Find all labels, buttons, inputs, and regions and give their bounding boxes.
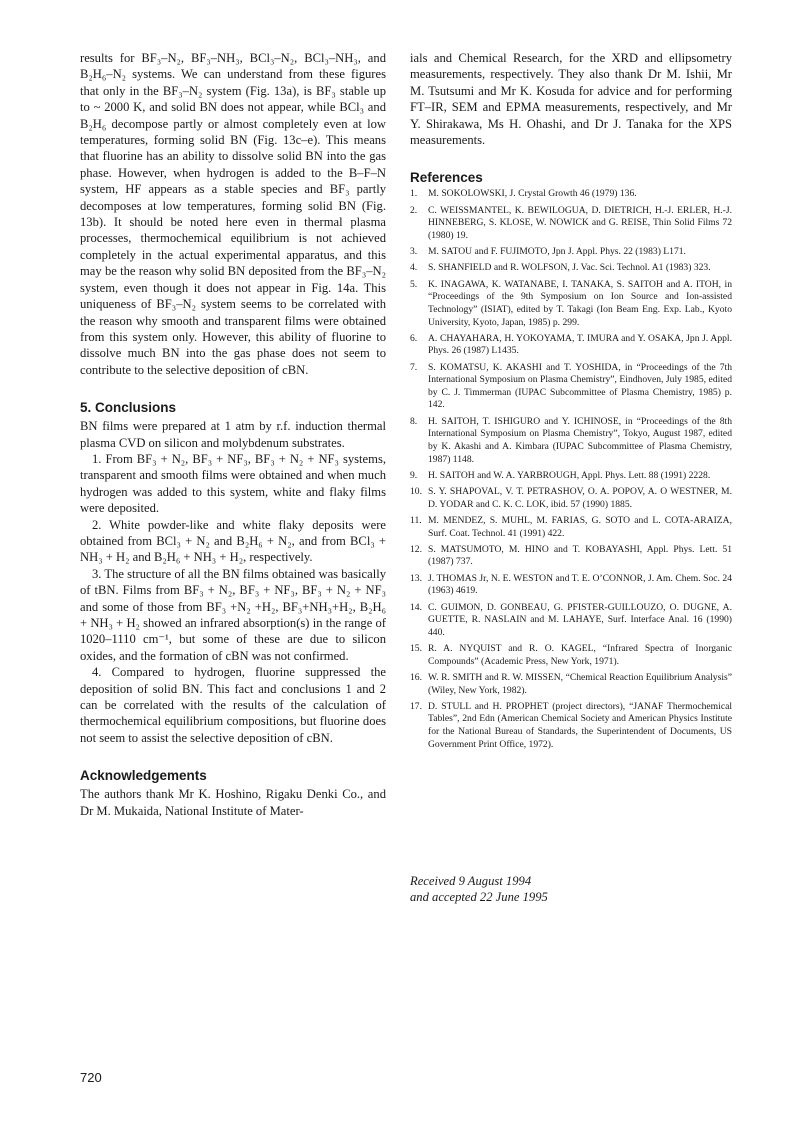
reference-text: H. SAITOH and W. A. YARBROUGH, Appl. Phys. Lett. 88 (1991) 2228. (428, 469, 711, 481)
reference-text: S. Y. SHAPOVAL, V. T. PETRASHOV, O. A. POPOV, A. O WESTNER, M. D. YODAR and C. K. C. LOK, ibid. 57 (1990) 1885. (428, 486, 732, 510)
reference-text: S. MATSUMOTO, M. HINO and T. KOBAYASHI, Appl. Phys. Lett. 51 (1987) 737. (428, 543, 732, 568)
reference-text: C. GUIMON, D. GONBEAU, G. PFISTER-GUILLOUZO, O. DUGNE, A. GUETTE, R. NASLAIN and M. LAHAYE, Surf. Interface Anal. 16 (1990) 440. (428, 601, 732, 638)
reference-text: M. SATOU and F. FUJIMOTO, Jpn J. Appl. Phys. 22 (1983) L171. (428, 246, 686, 258)
conclusion-item-3: 3. The structure of all the BN films obtained was basically of tBN. Films from BF₃ + N₂, BF₃ + NF₃, BF₃ + N₂ + NF₃ and some of those from BF₃ +N₂ +H₂, BF₃+NH₃+H₂, B₂H₆ + NH₃ + H₂ showed an infrared absorption(s) in the range of 1020–1110 cm⁻¹, but some of these are due to silicon oxides, and the formation of cBN was not confirmed. (80, 566, 386, 663)
reference-text: M. MENDEZ, S. MUHL, M. FARIAS, G. SOTO and L. COTA-ARAIZA, Surf. Coat. Technol. 41 (1991) 422. (428, 514, 732, 539)
reference-number: 12. (410, 543, 422, 555)
reference-text: H. SAITOH, T. ISHIGURO and Y. ICHINOSE, in “Proceedings of the 8th International Symposium on Plasma Chemistry”, Tokyo, August 1987, edited by K. Akashi and A. Kimbara (IUPAC Subcommittee of Plasma Chemistry, 1987) 1148. (428, 415, 732, 465)
reference-number: 10. (410, 486, 422, 498)
reference-text: S. SHANFIELD and R. WOLFSON, J. Vac. Sci. Technol. A1 (1983) 323. (428, 262, 711, 274)
reference-item (410, 470, 732, 483)
reference-item (410, 602, 732, 640)
reference-item (410, 544, 732, 569)
reference-number: 7. (410, 361, 418, 373)
reference-item (410, 205, 732, 243)
acknowledgements-heading: Acknowledgements (80, 768, 207, 784)
conclusions-intro: BN films were prepared at 1 atm by r.f. induction thermal plasma CVD on silicon and molybdenum substrates. (80, 419, 386, 450)
reference-number: 6. (410, 332, 418, 344)
acknowledgements-text-part1: The authors thank Mr K. Hoshino, Rigaku Denki Co., and Dr M. Mukaida, National Institute of Mater- (80, 787, 386, 818)
reference-item (410, 701, 732, 751)
reference-text: R. A. NYQUIST and R. O. KAGEL, “Infrared Spectra of Inorganic Compounds” (Academic Press, New York, 1971). (428, 643, 732, 667)
reference-item (410, 416, 732, 466)
conclusions-heading: 5. Conclusions (80, 400, 177, 416)
reference-item (410, 672, 732, 697)
conclusion-item-2: 2. White powder-like and white flaky deposits were obtained from BCl₃ + N₂ and B₂H₆ + N₂, and from BCl₃ + NH₃ + H₂ and B₂H₆ + NH₃ + H₂, respectively. (80, 517, 386, 565)
conclusion-item-1: 1. From BF₃ + N₂, BF₃ + NF₃, BF₃ + N₂ + NF₃ systems, transparent and smooth films were obtained and when much hydrogen was added to this system, white and flaky films were deposited. (80, 451, 386, 516)
reference-number: 1. (410, 188, 418, 200)
reference-number: 4. (410, 262, 418, 274)
reference-text: M. SOKOLOWSKI, J. Crystal Growth 46 (1979) 136. (428, 188, 637, 200)
reference-item (410, 362, 732, 412)
received-dates (410, 873, 548, 906)
reference-number: 9. (410, 469, 418, 481)
reference-text: S. KOMATSU, K. AKASHI and T. YOSHIDA, in “Proceedings of the 7th International Symposium on Plasma Chemistry”, Eindhoven, July 1985, edited by C. J. Timmerman (IUPAC Subcommittee of Plasma Chemistry, 1985) p. 142. (428, 361, 732, 411)
reference-item (410, 486, 732, 511)
reference-number: 3. (410, 246, 418, 258)
reference-number: 16. (410, 671, 422, 683)
reference-number: 5. (410, 278, 418, 290)
page-number: 720 (80, 1070, 102, 1085)
reference-item (410, 246, 732, 259)
right-column (410, 50, 732, 755)
reference-item (410, 188, 732, 201)
accepted-line: and accepted 22 June 1995 (410, 890, 548, 905)
conclusion-item-4: 4. Compared to hydrogen, fluorine suppressed the deposition of solid BN. This fact and conclusions 1 and 2 can be correlated with the results of the calculation of thermochemical equilibrium compositions, but fluorine does not seem to assist the selective deposition of cBN. (80, 665, 386, 745)
reference-item (410, 262, 732, 275)
reference-number: 11. (410, 514, 422, 526)
reference-text: A. CHAYAHARA, H. YOKOYAMA, T. IMURA and Y. OSAKA, Jpn J. Appl. Phys. 26 (1987) L1435. (428, 332, 732, 357)
references-heading: References (410, 170, 483, 186)
reference-item (410, 643, 732, 668)
reference-text: W. R. SMITH and R. W. MISSEN, “Chemical Reaction Equilibrium Analysis” (Wiley, New York, 1982). (428, 671, 732, 696)
reference-number: 2. (410, 204, 418, 216)
reference-item (410, 279, 732, 329)
reference-text: D. STULL and H. PROPHET (project directors), “JANAF Thermochemical Tables”, 2nd Edn (American Chemical Society and American Physics Institute for the National Bureau of Standards, the Superintendent of Documents, US Government Print Office, 1972). (428, 700, 732, 750)
reference-number: 8. (410, 415, 418, 427)
reference-item (410, 573, 732, 598)
reference-number: 15. (410, 643, 422, 655)
reference-text: K. INAGAWA, K. WATANABE, I. TANAKA, S. SAITOH and A. ITOH, in “Proceedings of the 9th Symposium on Ion Source and Ion-assisted Technology” (ISIAT), edited by T. Takagi (Ion Beam Eng. Exp. Lab., Kyoto University, Kyoto, Japan, 1985) p. 299. (428, 278, 732, 328)
reference-item (410, 333, 732, 358)
discussion-paragraph: results for BF₃–N₂, BF₃–NH₃, BCl₃–N₂, BCl₃–NH₃, and B₂H₆–N₂ systems. We can understand from these figures that only in the BF₃–N₂ system (Fig. 13a), is BF₃ stable up to ~ 2000 K, and solid BN does not appear, while BCl₃ and B₂H₆ decompose partly or almost completely even at low temperatures, forming solid BN (Fig. 13c–e). This means that fluorine has an ability to dissolve solid BN into the gas phase. However, when hydrogen is added to the B–F–N system, HF appears as a stable species and BF₃ partly decomposes at low temperatures, forming solid BN (Fig. 13b). It should be noted here even in thermal plasma processes, thermochemical equilibrium is not achieved completely in the actual experimental apparatus, and this may be the reason why solid BN deposited from the BF₃–N₂ system, even though it does not appear in Fig. 14a. This uniqueness of BF₃–N₂ system seems to be correlated with the reason why smooth and transparent films were obtained from this system only. However, this ability of fluorine to dissolve much BN into the gas phase does not seem to contribute to the selective deposition of cBN. (80, 51, 386, 377)
reference-text: J. THOMAS Jr, N. E. WESTON and T. E. O’CONNOR, J. Am. Chem. Soc. 24 (1963) 4619. (428, 572, 732, 597)
received-line: Received 9 August 1994 (410, 874, 532, 888)
references-list (410, 188, 732, 751)
acknowledgements-text-part2: ials and Chemical Research, for the XRD and ellipsometry measurements, respectively. They also thank Dr M. Ishii, Mr M. Tsutsumi and Mr K. Kosuda for advice and for performing FT–IR, SEM and EPMA measurements, respectively, and Mr Y. Shirakawa, Ms H. Ohashi, and Dr J. Tanaka for the XPS measurements. (410, 51, 732, 148)
left-column (80, 50, 386, 819)
reference-text: C. WEISSMANTEL, K. BEWILOGUA, D. DIETRICH, H.-J. ERLER, H.-J. HINNEBERG, S. KLOSE, W. NOWICK and G. REISE, Thin Solid Films 72 (1980) 19. (428, 204, 732, 241)
reference-item (410, 515, 732, 540)
reference-number: 17. (410, 700, 422, 712)
reference-number: 13. (410, 572, 422, 584)
reference-number: 14. (410, 601, 422, 613)
